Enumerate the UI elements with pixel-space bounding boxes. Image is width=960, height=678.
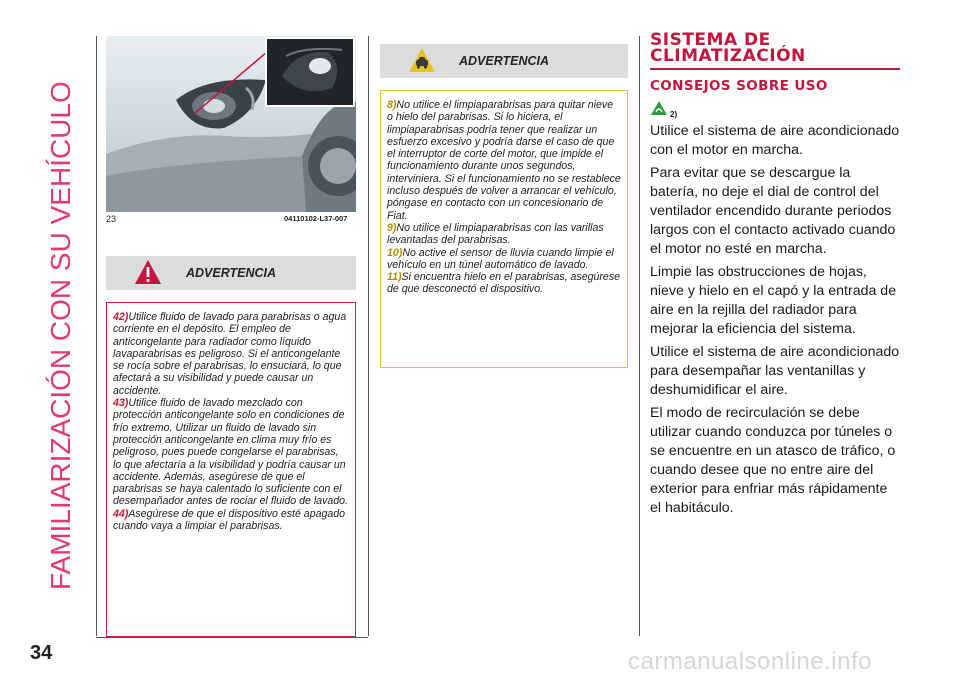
warning-header — [106, 256, 356, 290]
warning-item — [113, 397, 349, 508]
warning-item — [113, 311, 349, 397]
warning-box-red — [106, 256, 356, 639]
environment-warning-icon — [650, 100, 668, 116]
warning-item — [387, 222, 621, 247]
watermark: carmanualsonline.info — [628, 648, 872, 675]
warning-body — [380, 90, 628, 368]
paragraph: Para evitar que se descargue la batería, no deje el dial de control del ventilador encendido durante periodos largos con el contacto activado cuando el motor no esté en marcha. — [650, 165, 896, 257]
paragraph: Limpie las obstrucciones de hojas, nieve y hielo en el capó y la entrada de aire en la rejilla del radiador para mejorar la eficiencia del sistema. — [650, 264, 897, 337]
warning-item-number: 8) — [387, 99, 397, 111]
warning-item-number: 42) — [113, 311, 129, 323]
figure-code: 04110102-L37-007 — [284, 214, 348, 223]
warning-item-text: Asegúrese de que el dispositivo esté apagado cuando vaya a limpiar el parabrisas. — [113, 507, 346, 533]
warning-item-text: Utilice fluido de lavado mezclado con protección anticongelante solo en condiciones de frío extremo. Utilizar un fluido de lavado sin protección anticongelante en clima muy frío es peligroso, pues puede congelarse el parabrisas, lo que afectaría a la visibilidad y podría causar un accidente. Además, asegúrese de que el parabrisas se haya calentado lo suficiente con el desempañador antes de rociar el fluido de lavado. — [113, 397, 348, 508]
page-number: 34 — [30, 642, 53, 664]
section-title-line2: CLIMATIZACIÓN — [650, 46, 806, 66]
column-divider-left — [96, 36, 97, 636]
section-body — [650, 122, 900, 522]
section-title — [650, 32, 900, 64]
warning-title: ADVERTENCIA — [185, 266, 277, 280]
warning-header — [380, 44, 628, 78]
warning-item-number: 11) — [387, 271, 402, 284]
warning-box-yellow — [380, 44, 628, 370]
headlight-figure — [106, 36, 356, 212]
warning-item-text: Utilice fluido de lavado para parabrisas o agua corriente en el depósito. El empleo de anticongelante para radiador como líquido lavaparabrisas es peligroso. Si el anticongelante se rocía sobre el parabrisas, lo ensuciará, lo que afectará a su visibilidad y puede causar un accidente. — [113, 311, 347, 397]
paragraph: El modo de recirculación se debe utilizar cuando conduzca por túneles o se encuentre en un atasco de tráfico, o cuando desee que no entre aire del exterior para enfriar más rápidamente el habitáculo. — [650, 405, 896, 516]
column-divider-middle — [368, 36, 369, 636]
warning-item-text: Si encuentra hielo en el parabrisas, asegúrese de que desconectó el dispositivo. — [387, 271, 621, 296]
figure-number: 23 — [106, 214, 117, 224]
side-title-text: FAMILIARIZACIÓN CON SU VEHÍCULO — [45, 81, 76, 590]
warning-item-number: 43) — [113, 397, 129, 410]
section-subtitle: CONSEJOS SOBRE USO — [650, 78, 828, 94]
warning-body — [106, 302, 356, 637]
warning-item — [387, 99, 621, 222]
warning-item — [387, 271, 621, 296]
car-headlight-illustration — [106, 36, 356, 212]
warning-item-number: 10) — [387, 246, 403, 259]
section-title-line1: SISTEMA DE — [650, 30, 771, 50]
warning-item-number: 9) — [387, 221, 397, 234]
warning-title: ADVERTENCIA — [458, 54, 550, 68]
paragraph: Utilice el sistema de aire acondicionado con el motor en marcha. — [650, 123, 900, 158]
reference-number: 2) — [670, 110, 678, 119]
side-title — [42, 30, 78, 590]
warning-item-text: No utilice el limpiaparabrisas para quitar nieve o hielo del parabrisas. Si lo hiciera, el limpiaparabrisas podría tener que realizar un esfuerzo excesivo y podría darse el caso de que el interruptor de corte del motor, que impide el funcionamiento durante unos segundos, interviniera. Si el funcionamiento no se restablece incluso después de volver a arrancar el vehículo, póngase en contacto con un concesionario de Fiat. — [387, 99, 621, 222]
warning-item-text: No utilice el limpiaparabrisas con las varillas levantadas del parabrisas. — [387, 221, 604, 247]
warning-item — [387, 247, 621, 272]
warning-item — [113, 508, 349, 533]
warning-item-text: No active el sensor de lluvia cuando limpie el vehículo en un túnel automático de lavado. — [387, 246, 614, 271]
warning-item-number: 44) — [113, 507, 129, 520]
section-title-rule — [650, 68, 900, 70]
paragraph: Utilice el sistema de aire acondicionado para desempañar las ventanillas y deshumidificar el aire. — [650, 344, 900, 398]
column-divider-right — [639, 36, 640, 636]
reference-marker — [650, 100, 678, 119]
